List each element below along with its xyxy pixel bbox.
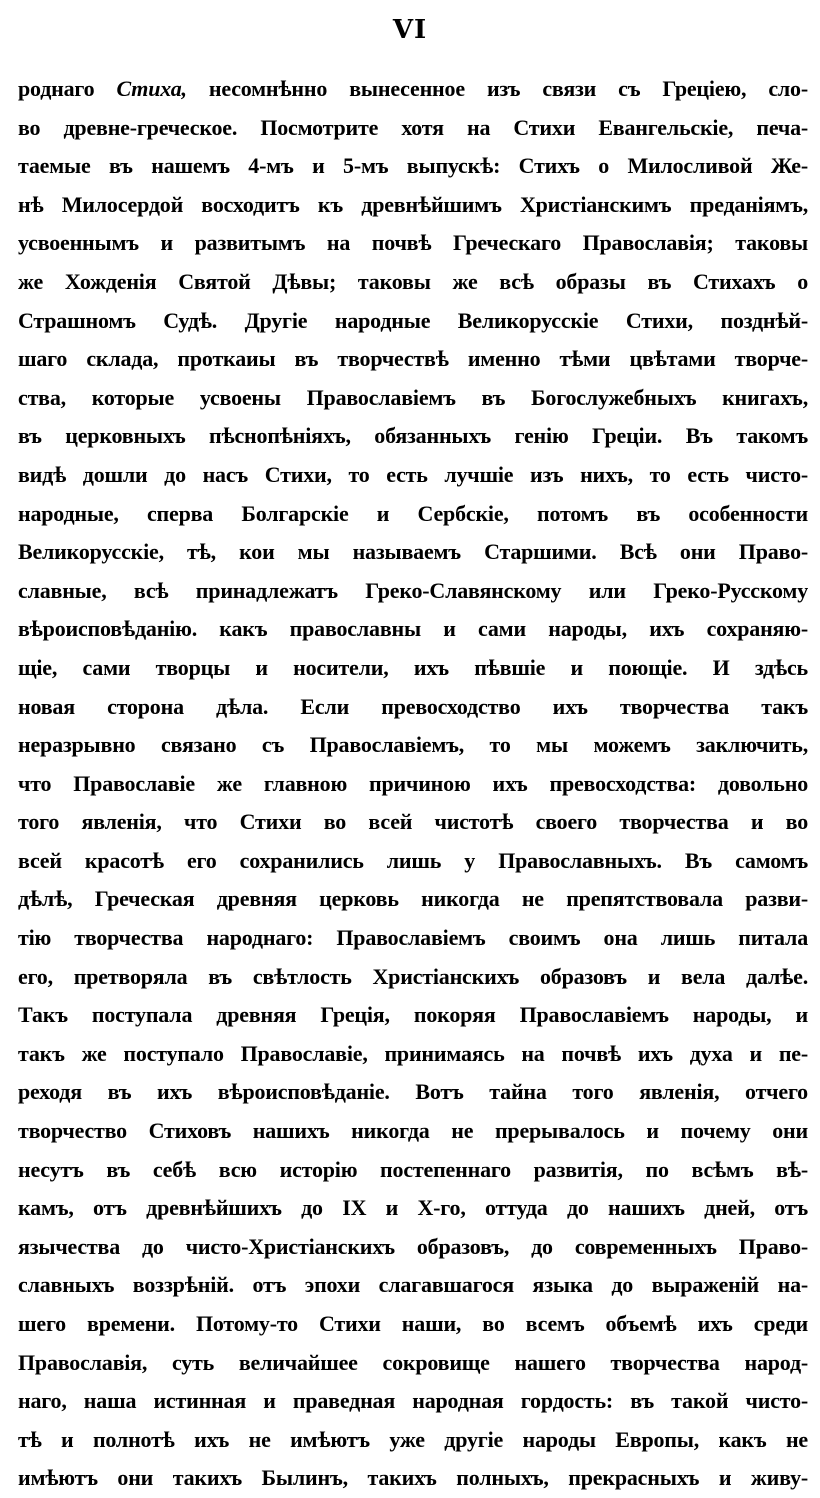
text-line: усвоеннымъ и развитымъ на почвѣ Греческаго Православія; таковы: [18, 230, 808, 256]
text-line: славныхъ воззрѣній. отъ эпохи слагавшагося языка до выраженій на-: [18, 1272, 808, 1298]
text-line: такъ же поступало Православіе, принимаясь на почвѣ ихъ духа и пе-: [18, 1040, 808, 1066]
text-line: Великорусскіе, тѣ, кои мы называемъ Старшими. Всѣ они Право-: [18, 539, 808, 565]
text-line: неразрывно связано съ Православіемъ, то мы можемъ заключить,: [18, 732, 808, 758]
text-line: камъ, отъ древнѣйшихъ до IX и X-го, оттуда до нашихъ дней, отъ: [18, 1195, 808, 1221]
text-line: несутъ въ себѣ всю исторію постепеннаго развитія, по всѣмъ вѣ-: [18, 1156, 808, 1182]
text-line-prefix: роднаго: [18, 76, 117, 101]
text-line: наго, наша истинная и праведная народная гордость: въ такой чисто-: [18, 1388, 808, 1414]
text-line: тію творчества народнаго: Православіемъ своимъ она лишь питала: [18, 925, 808, 951]
text-line: нѣ Милосердой восходитъ къ древнѣйшимъ Христіанскимъ преданіямъ,: [18, 191, 808, 217]
text-line: того явленія, что Стихи во всей чистотѣ своего творчества и во: [18, 809, 808, 835]
text-line: имѣютъ они такихъ Былинъ, такихъ полныхъ, прекрасныхъ и живу-: [18, 1465, 808, 1491]
text-line: [18, 70, 808, 109]
text-line: щіе, сами творцы и носители, ихъ пѣвшіе и поющіе. И здѣсь: [18, 654, 808, 680]
text-line: новая сторона дѣла. Если превосходство ихъ творчества такъ: [18, 693, 808, 719]
text-line: всей красотѣ его сохранились лишь у Православныхъ. Въ самомъ: [18, 847, 808, 873]
text-line: во древне-греческое. Посмотрите хотя на Стихи Евангельскіе, печа-: [18, 114, 808, 140]
text-line: славные, всѣ принадлежатъ Греко-Славянскому или Греко-Русскому: [18, 577, 808, 603]
text-line: что Православіе же главною причиною ихъ превосходства: довольно: [18, 770, 808, 796]
page-number: VI: [392, 15, 428, 45]
text-line: шего времени. Потому-то Стихи наши, во всемъ объемѣ ихъ среди: [18, 1311, 808, 1336]
text-line: вѣроисповѣданію. какъ православны и сами народы, ихъ сохраняю-: [18, 616, 808, 642]
text-line: творчество Стиховъ нашихъ никогда не прерывалось и почему они: [18, 1118, 808, 1144]
text-line: Страшномъ Судѣ. Другіе народные Великорусскіе Стихи, позднѣй-: [18, 307, 808, 333]
text-line: въ церковныхъ пѣснопѣніяхъ, обязанныхъ генію Греціи. Въ такомъ: [18, 423, 808, 449]
text-line: таемые въ нашемъ 4-мъ и 5-мъ выпускѣ: Стихъ о Милосливой Же-: [18, 153, 808, 179]
text-line: его, претворяла въ свѣтлость Христіанскихъ образовъ и вела далѣе.: [18, 963, 808, 989]
text-line-suffix: несомнѣнно вынесенное изъ связи съ Греціею, сло-: [186, 76, 808, 101]
text-line: Такъ поступала древняя Греція, покоряя Православіемъ народы, и: [18, 1002, 808, 1028]
text-line: Православія, суть величайшее сокровище нашего творчества народ-: [18, 1349, 808, 1375]
text-line: тѣ и полнотѣ ихъ не имѣютъ уже другіе народы Европы, какъ не: [18, 1426, 808, 1452]
body-text: [18, 70, 808, 1498]
text-line: реходя въ ихъ вѣроисповѣданіе. Вотъ тайна того явленія, отчего: [18, 1079, 808, 1105]
text-line: шаго склада, проткаиы въ творчествѣ именно тѣми цвѣтами творче-: [18, 346, 808, 372]
italic-term: Стиха,: [116, 76, 187, 101]
text-line: же Хожденія Святой Дѣвы; таковы же всѣ образы въ Стихахъ о: [18, 268, 808, 294]
text-line: ства, которые усвоены Православіемъ въ Богослужебныхъ книгахъ,: [18, 384, 808, 410]
text-line: дѣлѣ, Греческая древняя церковь никогда не препятствовала разви-: [18, 886, 808, 912]
text-line: видѣ дошли до насъ Стихи, то есть лучшіе изъ нихъ, то есть чисто-: [18, 461, 808, 487]
text-line: народные, сперва Болгарскіе и Сербскіе, потомъ въ особенности: [18, 500, 808, 526]
text-line: язычества до чисто-Христіанскихъ образовъ, до современныхъ Право-: [18, 1233, 808, 1259]
